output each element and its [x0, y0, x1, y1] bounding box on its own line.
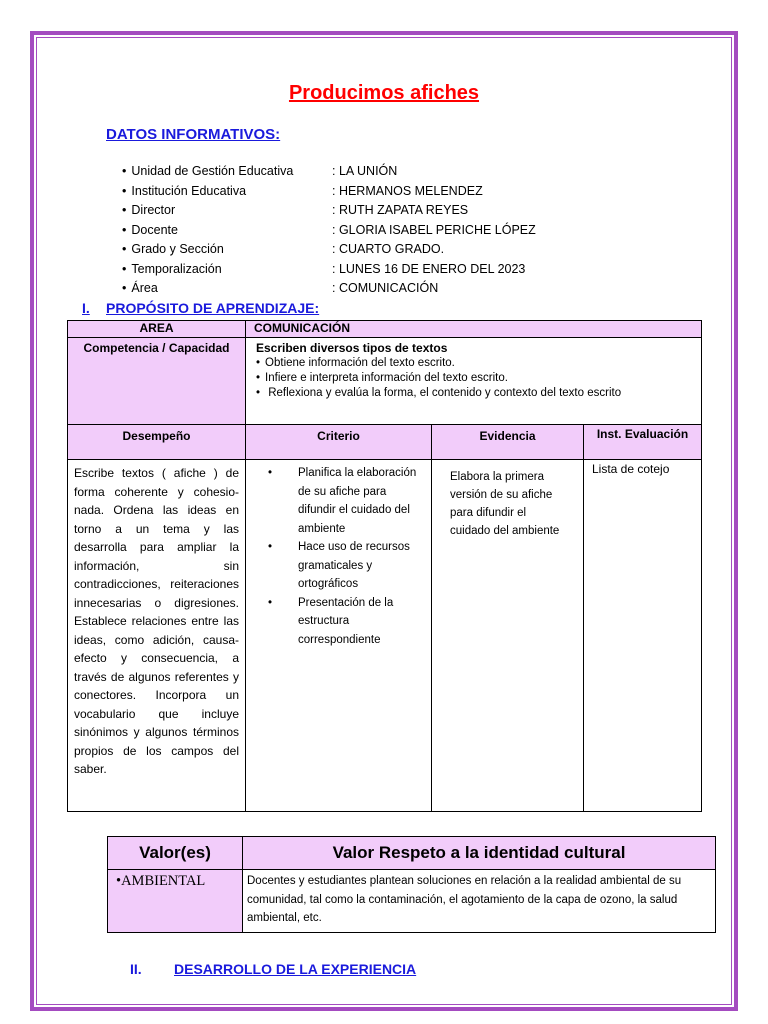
inst-evaluacion-cell: Lista de cotejo: [584, 460, 702, 812]
page-title: Producimos afiches: [288, 82, 480, 104]
capacidad-item: • Reflexiona y evalúa la forma, el contenido y contexto del texto escrito: [256, 386, 691, 401]
info-row: [122, 240, 602, 260]
desempeno-cell: Escribe textos ( afiche ) de forma coherente y cohesio-nada. Ordena las ideas en torno a un tema y las desarrolla para ampliar la información, sin contradicciones, reiteraciones innecesarias o digresiones. Establece relaciones entre las ideas, como adición, causa-efecto y consecuencia, a través de algunos referentes y conectores. Incorpora un vocabulario que incluye sinónimos y algunos términos propios de los campos del saber.: [68, 460, 246, 812]
info-row: [122, 221, 602, 241]
area-value-cell: COMUNICACIÓN: [246, 321, 702, 338]
valor-description-cell: Docentes y estudiantes plantean soluciones en relación a la realidad ambiental de su comunidad, tal como la contaminación, el agotamiento de la capa de ozono, la salud ambiental, etc.: [243, 870, 716, 933]
info-label: • Docente: [122, 221, 332, 241]
evidencia-cell: Elabora la primera versión de su afiche para difundir el cuidado del ambiente: [432, 460, 584, 812]
info-label: • Unidad de Gestión Educativa: [122, 162, 332, 182]
capacidad-item: • Infiere e interpreta información del texto escrito.: [256, 371, 691, 386]
info-value: : RUTH ZAPATA REYES: [332, 203, 469, 217]
criterio-item: • Hace uso de recursos gramaticales y ortográficos: [254, 538, 421, 594]
info-label: • Grado y Sección: [122, 240, 332, 260]
info-row: [122, 279, 602, 299]
purpose-table: [67, 320, 702, 812]
values-table: [107, 836, 716, 933]
section-1-heading: [82, 300, 319, 316]
capacidades-list: [256, 356, 691, 401]
capacidad-item: • Obtiene información del texto escrito.: [256, 356, 691, 371]
info-row: [122, 162, 602, 182]
section-2-number: II.: [130, 961, 142, 977]
info-value: : GLORIA ISABEL PERICHE LÓPEZ: [332, 222, 536, 237]
info-row: [122, 182, 602, 202]
competencia-title: Escriben diversos tipos de textos: [256, 341, 448, 355]
competencia-label-cell: Competencia / Capacidad: [68, 338, 246, 425]
info-label: • Institución Educativa: [122, 182, 332, 202]
info-label: • Área: [122, 279, 332, 299]
info-value: : LUNES 16 DE ENERO DEL 2023: [332, 261, 526, 276]
desempeno-header: Desempeño: [68, 425, 246, 460]
info-value: : CUARTO GRADO.: [332, 242, 445, 256]
section-2-heading: [130, 961, 416, 977]
info-value: : LA UNIÓN: [332, 164, 398, 178]
valores-header: Valor(es): [108, 837, 243, 870]
info-value: : COMUNICACIÓN: [332, 281, 439, 295]
section-2-title: DESARROLLO DE LA EXPERIENCIA: [174, 961, 417, 977]
info-label: • Director: [122, 201, 332, 221]
criterio-item: • Planifica la elaboración de su afiche para difundir el cuidado del ambiente: [254, 464, 421, 538]
criterio-cell: [246, 460, 432, 812]
competencia-cell: [246, 338, 702, 425]
valor-ambiental-cell: •AMBIENTAL: [108, 870, 243, 933]
criterio-item: • Presentación de la estructura correspondiente: [254, 594, 421, 650]
info-list: [122, 162, 602, 299]
inst-evaluacion-header: Inst. Evaluación: [584, 425, 702, 460]
info-row: [122, 260, 602, 280]
info-label: • Temporalización: [122, 260, 332, 280]
valor-respeto-header: Valor Respeto a la identidad cultural: [243, 837, 716, 870]
section-1-number: I.: [82, 300, 90, 316]
criterios-list: [250, 464, 427, 649]
criterio-header: Criterio: [246, 425, 432, 460]
info-value: : HERMANOS MELENDEZ: [332, 183, 483, 198]
section-1-title: PROPÓSITO DE APRENDIZAJE:: [106, 300, 320, 316]
area-label-cell: AREA: [68, 321, 246, 338]
evidencia-header: Evidencia: [432, 425, 584, 460]
datos-informativos-heading: DATOS INFORMATIVOS:: [106, 126, 281, 143]
info-row: [122, 201, 602, 221]
